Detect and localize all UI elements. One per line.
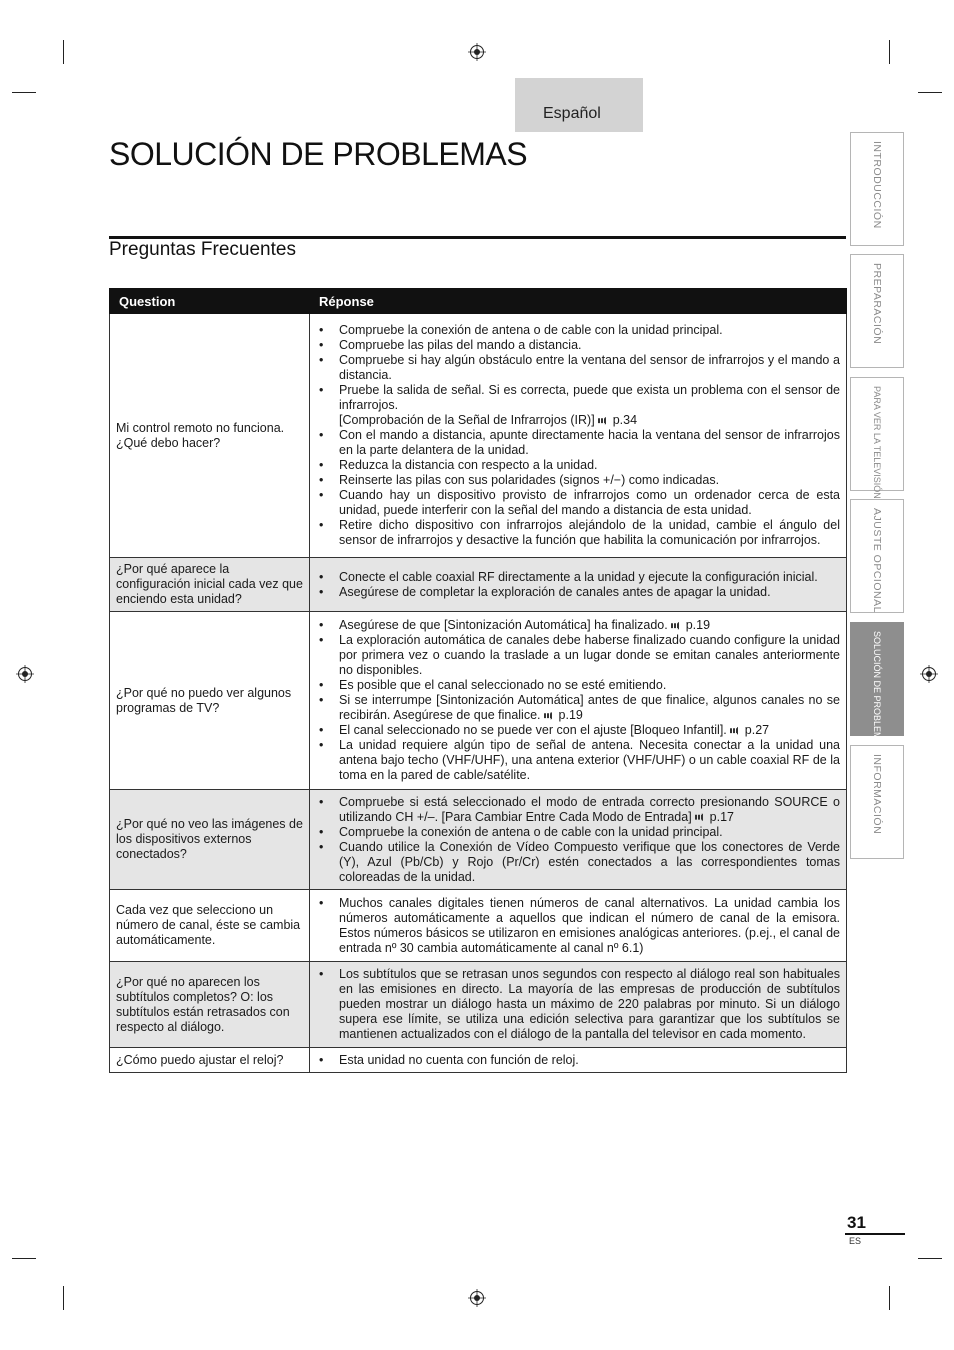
menu-reference: [Comprobación de la Señal de Infrarrojos (IR)] [339,413,595,427]
crop-mark [63,40,64,64]
side-tab-label: PREPARACIÓN [871,263,883,345]
crop-mark [889,40,890,64]
menu-reference: [Para Cambiar Entre Cada Modo de Entrada] [441,809,692,824]
answer-item: • Muchos canales digitales tienen números de canal alternativos. La unidad cambia los números automáticamente a aquellos que indican el número de canal de la emisora. Estos números básicos se utilizaron en emisiones analógicas anteriores. (p.ej., el canal de entrada nº 30 cambia automáticamente al canal nº 6.1) [316,896,840,956]
answer-item [316,383,840,428]
menu-reference: [Sintonización Automática] [436,693,584,707]
answer-item: • Asegúrese de completar la exploración de canales antes de apagar la unidad. [316,585,840,600]
answer-item: • Los subtítulos que se retrasan unos segundos con respecto al diálogo real son habituales en las emisiones en directo. La mayoría de las empresas de producción de subtítulos pueden mostrar un diálogo hasta un máximo de 220 palabras por minuto. Si un diálogo supera ese límite, se utiliza una edición selectiva para garantizar que los subtítulos se mantienen actualizados con el diálogo de la pantalla del televisor en cada momento. [316,967,840,1042]
answer-item: • Reinserte las pilas con sus polaridades (signos +/−) como indicadas. [316,473,840,488]
answer-item: • Cuando hay un dispositivo provisto de infrarrojos como un ordenador cerca de esta unidad, puede interferir con la señal del mando a distancia de esta unidad. [316,488,840,518]
side-tab-label: INTRODUCCIÓN [871,141,883,229]
answer-text: o utilizando [339,794,840,824]
registration-mark-icon [468,43,486,61]
answer-cell [310,962,847,1048]
answer-item: • Con el mando a distancia, apunte directamente hacia la ventana del sensor de infrarrojos en la parte delantera de la unidad. [316,428,840,458]
crop-mark [918,1258,942,1259]
page-reference: p.34 [612,413,638,427]
answer-item: • Reduzca la distancia con respecto a la unidad. [316,458,840,473]
answer-item: • La unidad requiere algún tipo de señal de antena. Necesita conectar a la unidad una antena bajo techo (VHF/UHF), una antena exterior (VHF/UHF) o un cable coaxial RF de la toma en la pared de cable/satélite. [316,738,840,783]
crop-mark [889,1286,890,1310]
answer-text: antes de que finalice, algunos canales no se recibirán. Asegúrese de que finalice. [339,693,840,722]
question-cell: ¿Por qué no puedo ver algunos programas de TV? [110,612,310,790]
side-tab-ajuste-opcional [850,499,904,613]
table-row [110,1048,847,1073]
table-row [110,314,847,558]
question-cell: ¿Por qué no aparecen los subtítulos completos? O: los subtítulos están retrasados con respecto al diálogo. [110,962,310,1048]
side-tab-solucion-de-problemas [850,622,904,752]
side-tab-preparacion [850,254,904,368]
answer-item: • Cuando utilice la Conexión de Vídeo Compuesto verifique que los conectores de Verde (Y), Azul (Pb/Cb) y Rojo (Pr/Cr) estén conectados a las correspondientes tomas coloreadas de la unidad. [316,840,840,885]
answer-item: • Conecte el cable coaxial RF directamente a la unidad y ejecute la configuración inicial. [316,570,840,585]
table-row [110,890,847,962]
answer-cell [310,612,847,790]
page-number: 31 [847,1213,866,1232]
side-tab-label: INFORMACIÓN [871,754,883,835]
column-header-answer: Réponse [310,289,847,314]
registration-mark-icon [16,665,34,683]
answer-text: Si se interrumpe [339,693,432,707]
menu-reference: [Sintonización Automática] [443,618,591,632]
crop-mark [12,1258,36,1259]
answer-text: ha finalizado. [594,618,668,632]
answer-item [316,723,840,738]
answer-item [316,795,840,825]
menu-reference: [Bloqueo Infantil]. [630,723,727,737]
language-code: ES [849,1236,862,1246]
answer-text: Compruebe si está seleccionado el modo de entrada correcto presionando [339,794,769,809]
question-cell: ¿Por qué no veo las imágenes de los dispositivos externos conectados? [110,790,310,890]
table-row [110,962,847,1048]
question-cell: Mi control remoto no funciona. ¿Qué debo hacer? [110,314,310,558]
question-cell: ¿Por qué aparece la configuración inicial cada vez que enciendo esta unidad? [110,558,310,612]
answer-cell [310,558,847,612]
table-header-row [110,289,847,314]
table-row [110,558,847,612]
key-label: SOURCE [774,794,828,809]
registration-mark-icon [468,1289,486,1307]
page-title: SOLUCIÓN DE PROBLEMAS [109,136,528,172]
page-reference: p.19 [685,618,711,632]
side-tab-para-ver-la-television [850,377,904,499]
answer-item: • Compruebe si hay algún obstáculo entre la ventana del sensor de infrarrojos y el mando a distancia. [316,353,840,383]
answer-item: • Retire dicho dispositivo con infrarrojos alejándolo de la unidad, cambie el ángulo del sensor de infrarrojos y desactive la función que habilita la comunicación por infrarrojos. [316,518,840,548]
key-label: CH +/–. [395,809,439,824]
answer-item: • Compruebe la conexión de antena o de cable con la unidad principal. [316,323,840,338]
table-row [110,612,847,790]
page-ref-arrow-icon [671,622,683,630]
crop-mark [918,92,942,93]
side-tab-label: PARA VER LA TELEVISIÓN [872,386,882,499]
answer-cell [310,1048,847,1073]
registration-mark-icon [920,665,938,683]
page-ref-arrow-icon [730,727,742,735]
answer-item: • Esta unidad no cuenta con función de reloj. [316,1053,840,1068]
answer-cell [310,790,847,890]
side-tab-informacion [850,745,904,859]
crop-mark [63,1286,64,1310]
side-tab-introduccion [850,132,904,246]
answer-item: • Es posible que el canal seleccionado no se esté emitiendo. [316,678,840,693]
answer-text: Pruebe la salida de señal. Si es correcta, puede que exista un problema con el sensor de infrarrojos. [339,383,840,412]
side-tab-label: SOLUCIÓN DE PROBLEMAS [872,631,882,752]
answer-item: • Compruebe la conexión de antena o de cable con la unidad principal. [316,825,840,840]
answer-item: • Compruebe las pilas del mando a distancia. [316,338,840,353]
answer-item [316,618,840,633]
answer-text: El canal seleccionado no se puede ver con el ajuste [339,723,627,737]
page-ref-arrow-icon [598,417,610,425]
column-header-question: Question [110,289,310,314]
answer-item [316,693,840,723]
language-tab: Español [515,78,643,132]
side-tab-label: AJUSTE OPCIONAL [871,508,883,613]
answer-cell [310,314,847,558]
table-row [110,790,847,890]
question-cell: ¿Cómo puedo ajustar el reloj? [110,1048,310,1073]
answer-cell [310,890,847,962]
page-reference: p.17 [709,809,735,824]
page-reference: p.27 [744,723,770,737]
page-ref-arrow-icon [695,813,707,821]
crop-mark [12,92,36,93]
answer-text: Asegúrese de que [339,618,441,632]
section-title: Preguntas Frecuentes [109,239,296,260]
faq-table [109,288,847,1073]
answer-item: • La exploración automática de canales debe haberse finalizado cuando configure la unidad por primera vez o cuando la traslade a un lugar donde se emitan canales anteriormente no disponibles. [316,633,840,678]
page-ref-arrow-icon [544,712,556,720]
page-reference: p.19 [558,708,583,722]
question-cell: Cada vez que selecciono un número de canal, éste se cambia automáticamente. [110,890,310,962]
page-number-rule [845,1233,905,1235]
